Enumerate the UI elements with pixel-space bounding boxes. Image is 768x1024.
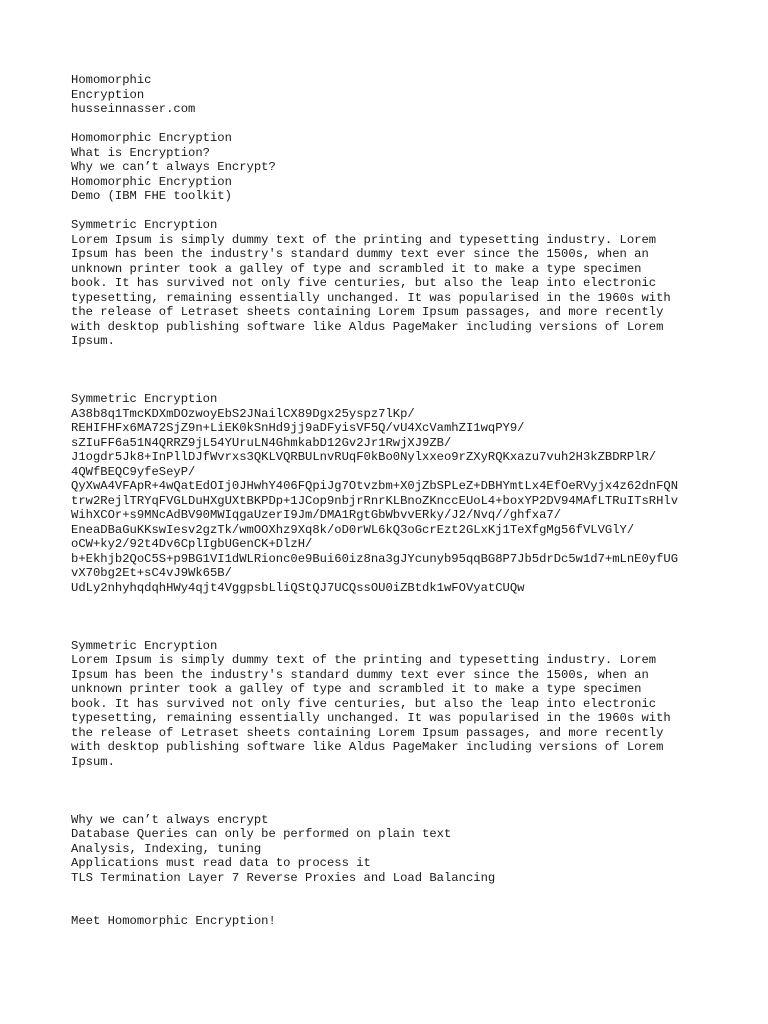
- cipher-line: UdLy2nhyhqdqhHWy4qjt4VggpsbLliQStQJ7UCQssOU0iZBtdk1wFOVyatCUQw: [71, 580, 525, 595]
- cipher-line: oCW+ky2/92t4Dv6CplIgbUGenCK+DlzH/: [71, 537, 313, 551]
- agenda-item: Homomorphic Encryption: [71, 174, 232, 189]
- agenda-item: Why we can’t always Encrypt?: [71, 160, 276, 174]
- cipher-line: vX70bg2Et+sC4vJ9Wk65B/: [71, 566, 232, 580]
- body-line: Ipsum has been the industry's standard dummy text ever since the 1500s, when an: [71, 667, 649, 682]
- section-title: Why we can’t always encrypt: [71, 812, 269, 827]
- section-ciphertext: [71, 392, 711, 595]
- body-line: Ipsum has been the industry's standard dummy text ever since the 1500s, when an: [71, 247, 649, 261]
- cipher-line: b+Ekhjb2QoC5S+p9BG1VI1dWLRionc0e9Bui60iz8na3gJYcunyb95qqBG8P7Jb5drDc5w1d7+mLnE0yfUG: [71, 551, 679, 566]
- body-line: book. It has survived not only five centuries, but also the leap into electronic: [71, 276, 657, 290]
- cipher-line: WihXCOr+s9MNcAdBV90MWIqgaUzerI9Jm/DMA1RgtGbWbvvERky/J2/Nvq//ghfxa7/: [71, 508, 562, 522]
- spacer: [71, 624, 711, 639]
- section-title: Symmetric Encryption: [71, 392, 218, 406]
- title-line-1: Homomorphic: [71, 73, 152, 87]
- cipher-line: REHIFHFx6MA72SjZ9n+LiEK0kSnHd9jj9aDFyisVF5Q/vU4XcVamhZI1wqPY9/: [71, 421, 525, 435]
- body-line: Ipsum.: [71, 334, 115, 348]
- cipher-line: sZIuFF6a51N4QRRZ9jL54YUruLN4GhmkabD12Gv2Jr1RwjXJ9ZB/: [71, 435, 452, 450]
- document-header: [71, 73, 711, 117]
- body-line: the release of Letraset sheets containing Lorem Ipsum passages, and more recently: [71, 725, 664, 740]
- body-line: unknown printer took a galley of type and scrambled it to make a type specimen: [71, 261, 642, 276]
- cipher-line: 4QWfBEQC9yfeSeyP/: [71, 464, 196, 479]
- cipher-line: A38b8q1TmcKDXmDOzwoyEbS2JNailCX89Dgx25yspz7lKp/: [71, 406, 415, 421]
- cipher-line: J1ogdr5Jk8+InPllDJfWvrxs3QKLVQRBULnvRUqF0kBo0Nylxxeo9rZXyRQKxazu7vuh2H3kZBDRPlR/: [71, 450, 657, 464]
- spacer: [71, 363, 711, 378]
- section-title: Symmetric Encryption: [71, 218, 218, 232]
- closing-line: Meet Homomorphic Encryption!: [71, 914, 276, 928]
- spacer: [71, 885, 711, 900]
- body-line: the release of Letraset sheets containing Lorem Ipsum passages, and more recently: [71, 305, 664, 319]
- reason-item: Applications must read data to process it: [71, 856, 371, 870]
- cipher-line: EneaDBaGuKKswIesv2gzTk/wmOOXhz9Xq8k/oD0rWL6kQ3oGcrEzt2GLxKj1TeXfgMg56fVLVGlY/: [71, 522, 635, 537]
- body-line: with desktop publishing software like Aldus PageMaker including versions of Lorem: [71, 319, 664, 334]
- reason-item: Analysis, Indexing, tuning: [71, 841, 262, 856]
- document-page: [71, 73, 711, 929]
- spacer: [71, 610, 711, 625]
- cipher-line: trw2RejlTRYqFVGLDuHXgUXtBKPDp+1JCop9nbjrRnrKLBnoZKnccEUoL4+boxYP2DV94MAfLTRuITsRHlv: [71, 493, 679, 508]
- agenda-item: Demo (IBM FHE toolkit): [71, 189, 232, 203]
- body-line: with desktop publishing software like Aldus PageMaker including versions of Lorem: [71, 740, 664, 754]
- section-why-cant-encrypt: [71, 813, 711, 886]
- site-url: husseinnasser.com: [71, 102, 196, 116]
- body-line: book. It has survived not only five centuries, but also the leap into electronic: [71, 696, 657, 711]
- agenda-item: Homomorphic Encryption: [71, 131, 232, 145]
- spacer: [71, 204, 711, 219]
- spacer: [71, 378, 711, 393]
- spacer: [71, 900, 711, 915]
- agenda-list: [71, 131, 711, 204]
- spacer: [71, 595, 711, 610]
- section-symmetric-1: [71, 218, 711, 349]
- body-line: Lorem Ipsum is simply dummy text of the printing and typesetting industry. Lorem: [71, 232, 657, 247]
- section-title: Symmetric Encryption: [71, 638, 218, 653]
- reason-item: Database Queries can only be performed on plain text: [71, 827, 452, 841]
- spacer: [71, 784, 711, 799]
- spacer: [71, 798, 711, 813]
- agenda-item: What is Encryption?: [71, 145, 210, 160]
- body-line: typesetting, remaining essentially unchanged. It was popularised in the 1960s with: [71, 711, 671, 725]
- body-line: Ipsum.: [71, 754, 115, 769]
- spacer: [71, 117, 711, 132]
- spacer: [71, 349, 711, 364]
- cipher-line: QyXwA4VFApR+4wQatEdOIj0JHwhY406FQpiJg7Otvzbm+X0jZbSPLeZ+DBHYmtLx4EfOeRVyjx4z62dnFQN: [71, 479, 679, 493]
- body-line: typesetting, remaining essentially unchanged. It was popularised in the 1960s with: [71, 290, 671, 305]
- title-line-2: Encryption: [71, 87, 145, 102]
- reason-item: TLS Termination Layer 7 Reverse Proxies and Load Balancing: [71, 870, 496, 885]
- spacer: [71, 769, 711, 784]
- body-line: unknown printer took a galley of type and scrambled it to make a type specimen: [71, 682, 642, 696]
- section-symmetric-2: [71, 639, 711, 770]
- body-line: Lorem Ipsum is simply dummy text of the printing and typesetting industry. Lorem: [71, 653, 657, 667]
